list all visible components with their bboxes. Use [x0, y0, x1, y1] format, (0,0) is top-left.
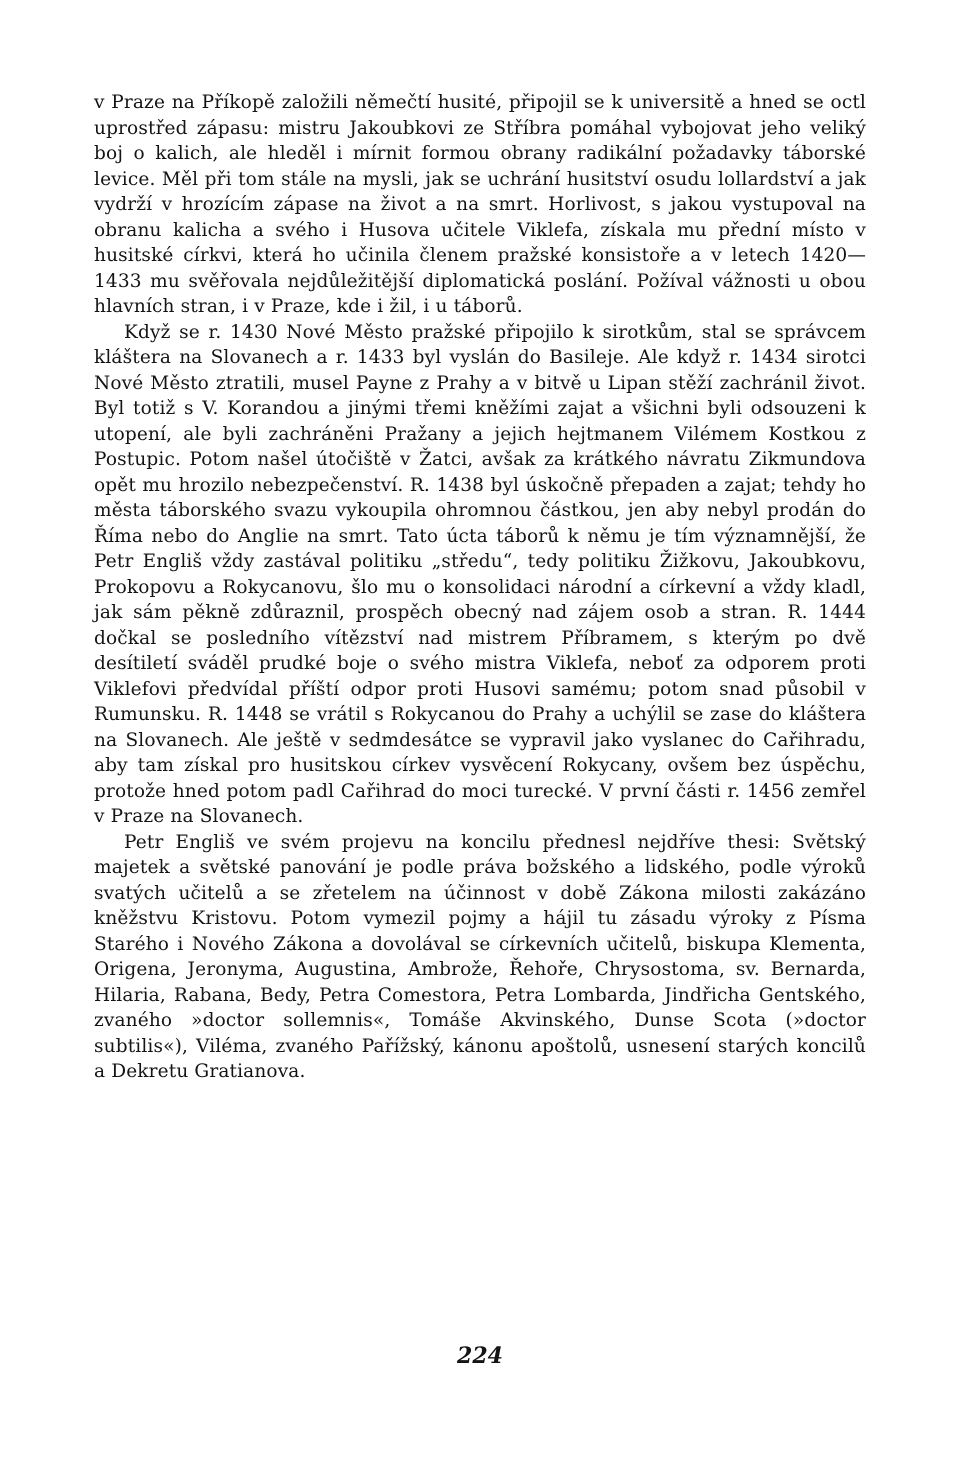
page-body: [94, 90, 866, 1085]
paragraph-1: v Praze na Příkopě založili němečtí husité, připojil se k universitě a hned se octl uprostřed zápasu: mistru Jakoubkovi ze Stříbra pomáhal vybojovat jeho veliký boj o kalich, ale hleděl i mírnit formou obrany radikální požadavky táborské levice. Měl při tom stále na mysli, jak se uchrání husitství osudu lollardství a jak vydrží v hrozícím zápase na život a na smrt. Horlivost, s jakou vystupoval na obranu kalicha a svého i Husova učitele Viklefa, získala mu přední místo v husitské církvi, která ho učinila členem pražské konsistoře a v letech 1420—1433 mu svěřovala nejdůležitější diplomatická poslání. Požíval vážnosti u obou hlavních stran, i v Praze, kde i žil, i u táborů.: [94, 92, 866, 317]
page-number: 224: [457, 1343, 503, 1369]
paragraph-3: Petr Engliš ve svém projevu na koncilu přednesl nejdříve thesi: Světský majetek a světské panování je podle práva božského a lidského, podle výroků svatých učitelů a se zřetelem na účinnost v době Zákona milosti zakázáno kněžstvu Kristovu. Potom vymezil pojmy a hájil tu zásadu výroky z Písma Starého i Nového Zákona a dovolával se církevních učitelů, biskupa Klementa, Origena, Jeronyma, Augustina, Ambrože, Řehoře, Chrysostoma, sv. Bernarda, Hilaria, Rabana, Bedy, Petra Comestora, Petra Lombarda, Jindřicha Gentského, zvaného »doctor sollemnis«, Tomáše Akvinského, Dunse Scota (»doctor subtilis«), Viléma, zvaného Pařížský, kánonu apoštolů, usnesení starých koncilů a Dekretu Gratianova.: [94, 831, 866, 1082]
paragraph-2: Když se r. 1430 Nové Město pražské připojilo k sirotkům, stal se správcem kláštera na Slovanech a r. 1433 byl vyslán do Basileje. Ale když r. 1434 sirotci Nové Město ztratili, musel Payne z Prahy a v bitvě u Lipan stěží zachránil život. Byl totiž s V. Korandou a jinými třemi kněžími zajat a všichni byli odsouzeni k utopení, ale byli zachráněni Pražany a jejich hejtmanem Vilémem Kostkou z Postupic. Potom našel útočiště v Žatci, avšak za krátkého návratu Zikmundova opět mu hrozilo nebezpečenství. R. 1438 byl úskočně přepaden a zajat; tehdy ho města táborského svazu vykoupila ohromnou částkou, jen aby nebyl prodán do Říma nebo do Anglie na smrt. Tato úcta táborů k němu je tím významnější, že Petr Engliš vždy zastával politiku „středu“, tedy politiku Žižkovu, Jakoubkovu, Prokopovu a Rokycanovu, šlo mu o konsolidaci národní a církevní a vždy kladl, jak sám pěkně zdůraznil, prospěch obecný nad zájem osob a stran. R. 1444 dočkal se posledního vítězství nad mistrem Příbramem, s kterým po dvě desítiletí sváděl prudké boje o svého mistra Viklefa, neboť za odporem proti Viklefovi předvídal příští odpor proti Husovi samému; potom snad působil v Rumunsku. R. 1448 se vrátil s Rokycanou do Prahy a uchýlil se zase do kláštera na Slovanech. Ale ještě v sedmdesátce se vypravil jako vyslanec do Cařihradu, aby tam získal pro husitskou církev vysvěcení Rokycany, ovšem bez úspěchu, protože hned potom padl Cařihrad do moci turecké. V první části r. 1456 zemřel v Praze na Slovanech.: [94, 321, 866, 827]
